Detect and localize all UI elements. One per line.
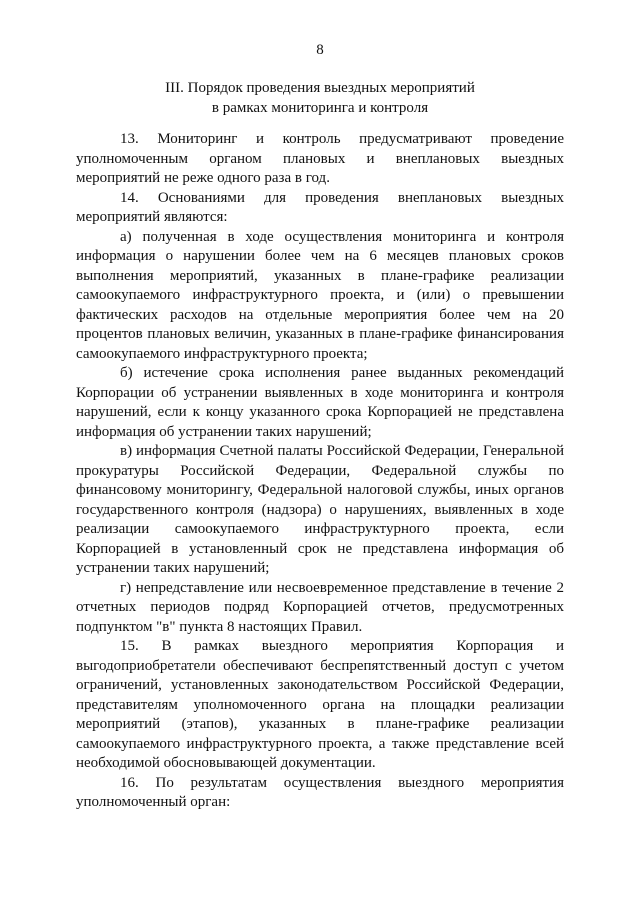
paragraph-14-b: б) истечение срока исполнения ранее выданных рекомендаций Корпорации об устранении выявленных в ходе мониторинга и контроля нарушений, если к концу указанного срока Корпорацией не представлена информация об устранении таких нарушений; (76, 365, 564, 440)
paragraph-15: 15. В рамках выездного мероприятия Корпорация и выгодоприобретатели обеспечивают беспрепятственный доступ с учетом ограничений, установленных законодательством Российской Федерации, представителям уполномоченного органа на площадки реализации мероприятий (этапов), указанных в плане-графике реализации самоокупаемого инфраструктурного проекта, а также представление всей необходимой обосновывающей документации. (76, 638, 564, 771)
paragraph-14-v: в) информация Счетной палаты Российской Федерации, Генеральной прокуратуры Российской Федерации, Федеральной службы по финансовому мониторингу, Федеральной налоговой службы, иных органов государственного контроля (надзора) о нарушениях, выявленных в ходе реализации самоокупаемого инфраструктурного проекта, если Корпорацией в установленный срок не представлена информация об устранении таких нарушений; (76, 443, 564, 576)
section-heading (76, 78, 564, 118)
section-heading-line-2: в рамках мониторинга и контроля (211, 100, 429, 116)
document-body (76, 130, 564, 813)
paragraph-14: 14. Основаниями для проведения внеплановых выездных мероприятий являются: (76, 189, 564, 225)
paragraph-16: 16. По результатам осуществления выездного мероприятия уполномоченный орган: (76, 774, 564, 810)
page-number: 8 (316, 42, 324, 58)
paragraph-13: 13. Мониторинг и контроль предусматривают проведение уполномоченным органом плановых и внеплановых выездных мероприятий не реже одного раза в год. (76, 131, 564, 186)
paragraph-14-a: а) полученная в ходе осуществления мониторинга и контроля информация о нарушении более чем на 6 месяцев плановых сроков выполнения мероприятий, указанных в плане-графике реализации самоокупаемого инфраструктурного проекта, и (или) о превышении фактических расходов на отдельные мероприятия более чем на 20 процентов плановых величин, указанных в плане-графике финансирования самоокупаемого инфраструктурного проекта; (76, 228, 564, 362)
section-heading-line-1: III. Порядок проведения выездных мероприятий (165, 80, 475, 96)
paragraph-14-g: г) непредставление или несвоевременное представление в течение 2 отчетных периодов подряд Корпорацией отчетов, предусмотренных подпунктом "в" пункта 8 настоящих Правил. (76, 579, 564, 635)
